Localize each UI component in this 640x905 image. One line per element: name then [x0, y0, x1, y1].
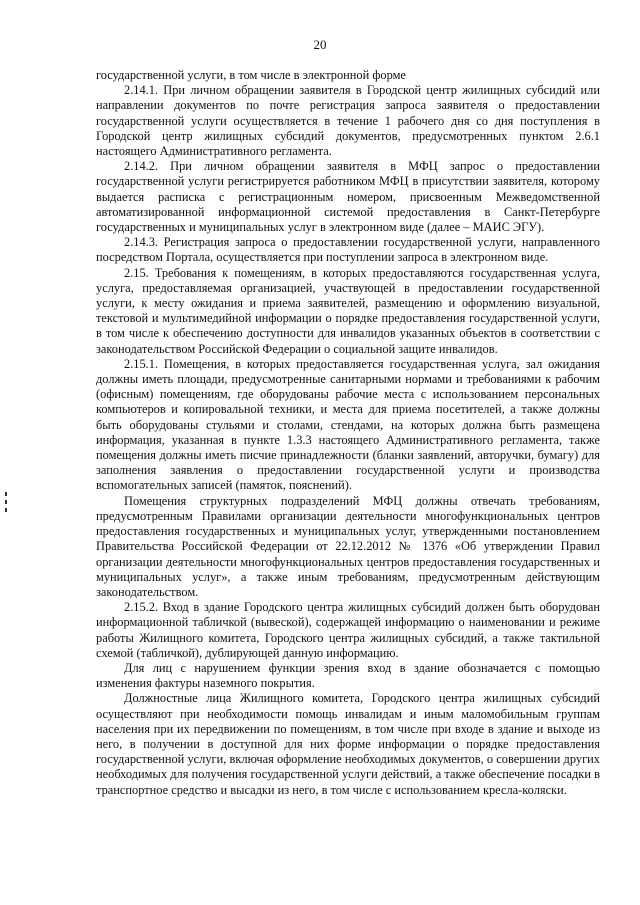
binding-mark: [5, 500, 7, 504]
binding-mark: [5, 508, 7, 512]
paragraph-2-14-1: 2.14.1. При личном обращении заявителя в Городской центр жилищных субсидий или направлении документов по почте регистрация запроса заявителя о предоставлении государственной услуги осуществляется в течение 1 рабочего дня со дня поступления в Городской центр жилищных субсидий документов, предусмотренных пунктом 2.6.1 настоящего Административного регламента.: [96, 83, 600, 159]
paragraph-visual-impairment: Для лиц с нарушением функции зрения вход в здание обозначается с помощью изменения фактуры наземного покрытия.: [96, 660, 600, 691]
paragraph-2-15-1: 2.15.1. Помещения, в которых предоставляется государственная услуга, зал ожидания должны иметь площади, предусмотренные санитарными нормами и требованиями к рабочим (офисным) помещениям, где оборудованы рабочие места с использованием персональных компьютеров и копировальной техники, и места для приема посетителей, а также должны быть оборудованы стульями и столами, стендами, на которых должна быть размещена информация, указанная в пункте 1.3.3 настоящего Административного регламента, также помещения должны иметь писчие принадлежности (бланки заявлений, авторучки, бумагу) для заполнения заявления о предоставлении государственной услуги и производства вспомогательных записей (памяток, пояснений).: [96, 356, 600, 493]
page-number: 20: [313, 37, 327, 52]
paragraph-2-15-2: 2.15.2. Вход в здание Городского центра жилищных субсидий должен быть оборудован информационной табличкой (вывеской), содержащей информацию о наименовании и режиме работы Жилищного комитета, Городского центра жилищных субсидий, а также тактильной схемой (табличкой), дублирующей данную информацию.: [96, 600, 600, 660]
binding-mark: [5, 492, 7, 496]
paragraph-heading-continuation: государственной услуги, в том числе в электронной форме: [96, 68, 406, 82]
binding-marks: [5, 492, 9, 520]
paragraph-officials-assistance: Должностные лица Жилищного комитета, Городского центра жилищных субсидий осуществляют при необходимости помощь инвалидам и иным маломобильным группам населения при их передвижении по помещениям, в том числе при входе в здание и выходе из него, в получении в доступной для них форме информации о порядке предоставления государственной услуги, включая оформление необходимых документов, о совершении других необходимых для получения государственной услуги действий, а также обеспечение посадки в транспортное средство и высадки из него, в том числе с использованием кресла-коляски.: [96, 691, 600, 797]
paragraph-2-14-2: 2.14.2. При личном обращении заявителя в МФЦ запрос о предоставлении государственной услуги регистрируется работником МФЦ в присутствии заявителя, которому выдается расписка с регистрационным номером, присвоенным Межведомственной автоматизированной информационной системой предоставления в Санкт-Петербурге государственных и муниципальных услуг в электронном виде (далее – МАИС ЭГУ).: [96, 159, 600, 235]
paragraph-2-14-3: 2.14.3. Регистрация запроса о предоставлении государственной услуги, направленного посредством Портала, осуществляется при поступлении запроса в электронном виде.: [96, 235, 600, 265]
paragraph-mfc-premises: Помещения структурных подразделений МФЦ должны отвечать требованиям, предусмотренным Правилами организации деятельности многофункциональных центров предоставления государственных и муниципальных услуг, утвержденными постановлением Правительства Российской Федерации от 22.12.2012 № 1376 «Об утверждении Правил организации деятельности многофункциональных центров предоставления государственных и муниципальных услуг», а также иным требованиям, предусмотренным действующим законодательством.: [96, 493, 600, 599]
paragraph-2-15: 2.15. Требования к помещениям, в которых предоставляются государственная услуга, услуга, предоставляемая организацией, участвующей в предоставлении государственной услуги, к месту ожидания и приема заявителей, размещению и оформлению визуальной, текстовой и мультимедийной информации о порядке предоставления государственной услуги, в том числе к обеспечению доступности для инвалидов указанных объектов в соответствии с законодательством Российской Федерации о социальной защите инвалидов.: [96, 265, 600, 356]
document-body: [96, 68, 600, 798]
